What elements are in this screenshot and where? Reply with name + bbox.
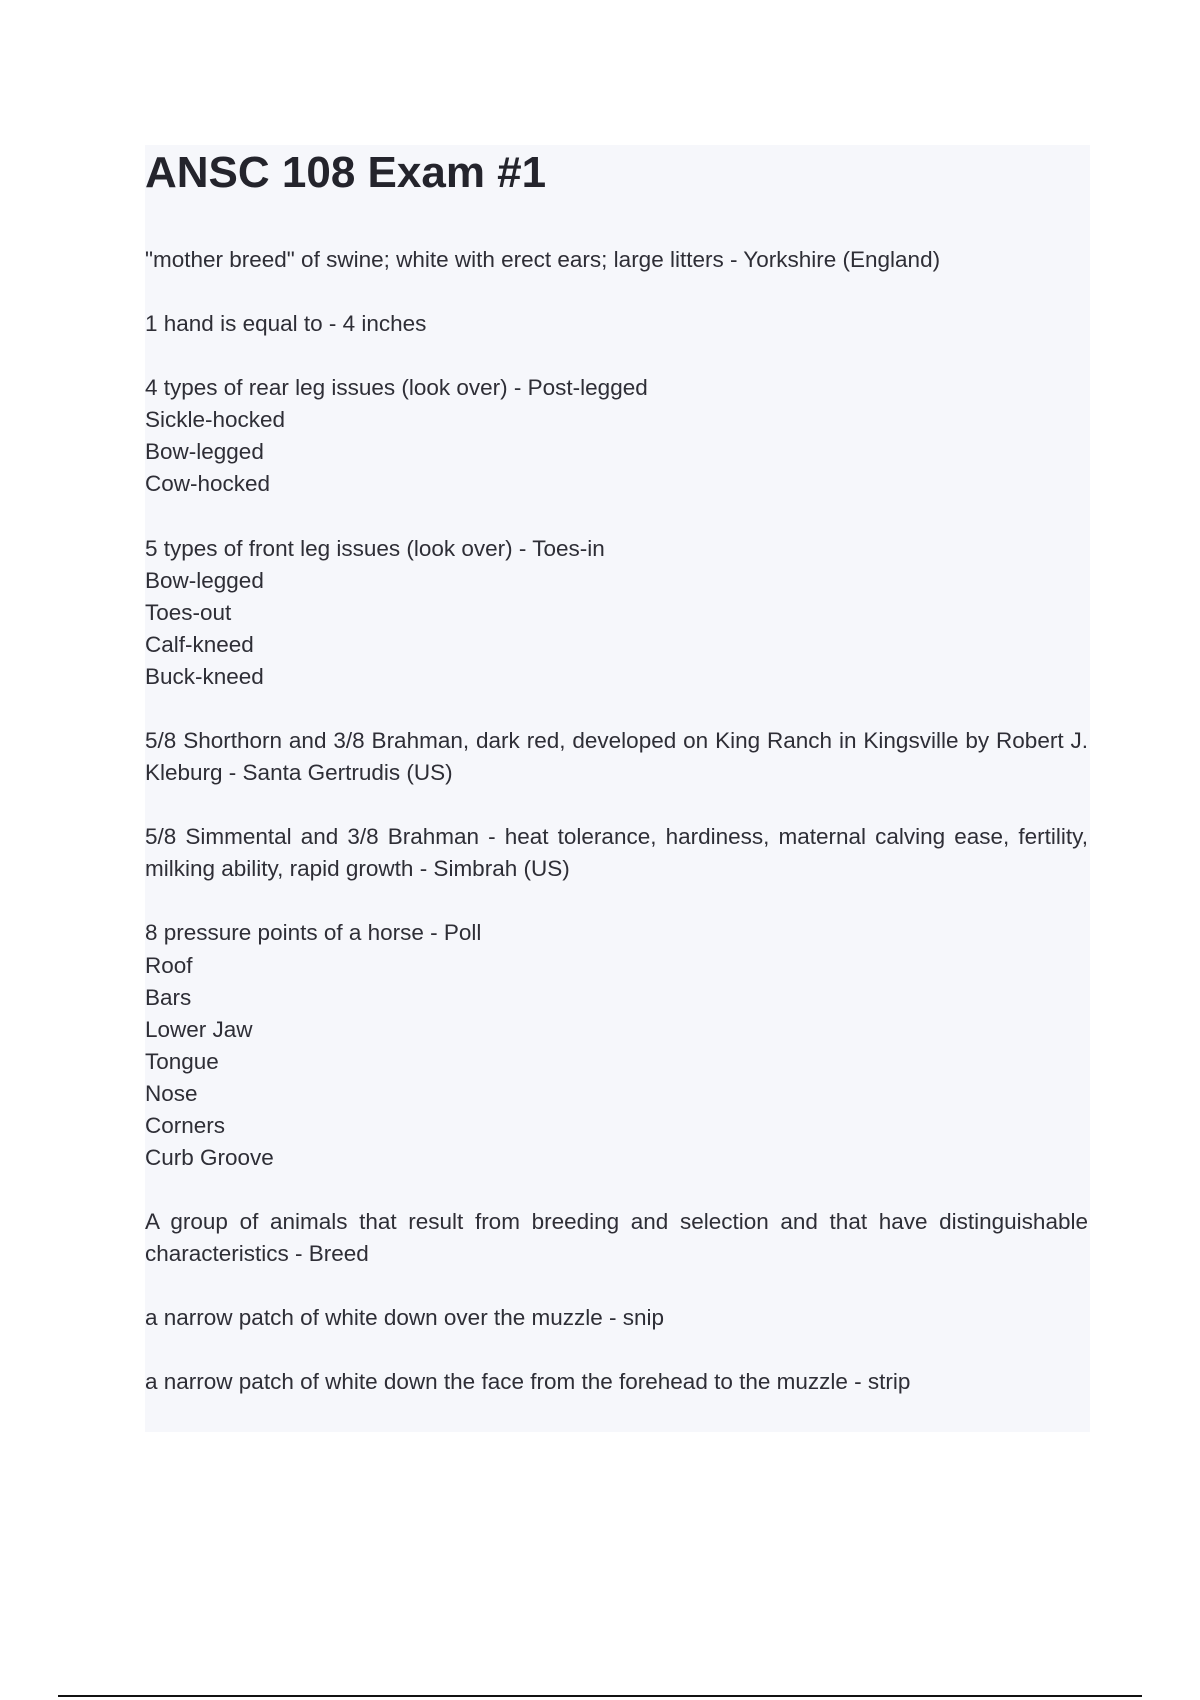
entry-list-item: Curb Groove [145,1145,274,1171]
entry-text: a narrow patch of white down the face from the forehead to the muzzle - strip [145,1369,911,1395]
entry-list-item: Bow-legged [145,439,264,465]
entry-text: A group of animals that result from breeding and selection and that have distinguishable characteristics - Breed [145,1209,1088,1267]
entry-text: 5 types of front leg issues (look over) - Toes-in [145,535,605,561]
flashcard-list [145,244,1088,1431]
entry-list-item: Calf-kneed [145,631,254,657]
entry-list-item: Bars [145,984,192,1010]
entry-list-item: Roof [145,952,193,978]
flashcard-entry [145,244,1088,276]
flashcard-entry [145,725,1088,789]
flashcard-entry [145,1302,1088,1334]
flashcard-entry [145,308,1088,340]
flashcard-entry [145,1206,1088,1270]
flashcard-entry [145,372,1088,500]
flashcard-entry [145,1366,1088,1398]
entry-list-item: Cow-hocked [145,471,271,497]
entry-text: 1 hand is equal to - 4 inches [145,311,427,337]
flashcard-entry [145,821,1088,885]
entry-text: 5/8 Shorthorn and 3/8 Brahman, dark red, developed on King Ranch in Kingsville by Robert J. Kleburg - Santa Gertrudis (US) [145,728,1088,786]
entry-text: 4 types of rear leg issues (look over) - Post-legged [145,375,648,401]
entry-list-item: Corners [145,1112,226,1138]
document-title: ANSC 108 Exam #1 [145,148,547,197]
entry-list-item: Toes-out [145,599,232,625]
flashcard-entry [145,533,1088,693]
entry-list-item: Buck-kneed [145,663,264,689]
entry-list-item: Lower Jaw [145,1016,253,1042]
entry-text: a narrow patch of white down over the muzzle - snip [145,1305,665,1331]
entry-list-item: Bow-legged [145,567,264,593]
entry-list-item: Nose [145,1080,198,1106]
entry-text: 5/8 Simmental and 3/8 Brahman - heat tolerance, hardiness, maternal calving ease, fertility, milking ability, rapid growth - Simbrah (US) [145,824,1088,882]
entry-text: 8 pressure points of a horse - Poll [145,920,482,946]
entry-list-item: Sickle-hocked [145,407,286,433]
entry-text: "mother breed" of swine; white with erect ears; large litters - Yorkshire (England) [145,247,941,272]
entry-list-item: Tongue [145,1048,219,1074]
flashcard-entry [145,917,1088,1174]
footer-divider [58,1695,1142,1697]
